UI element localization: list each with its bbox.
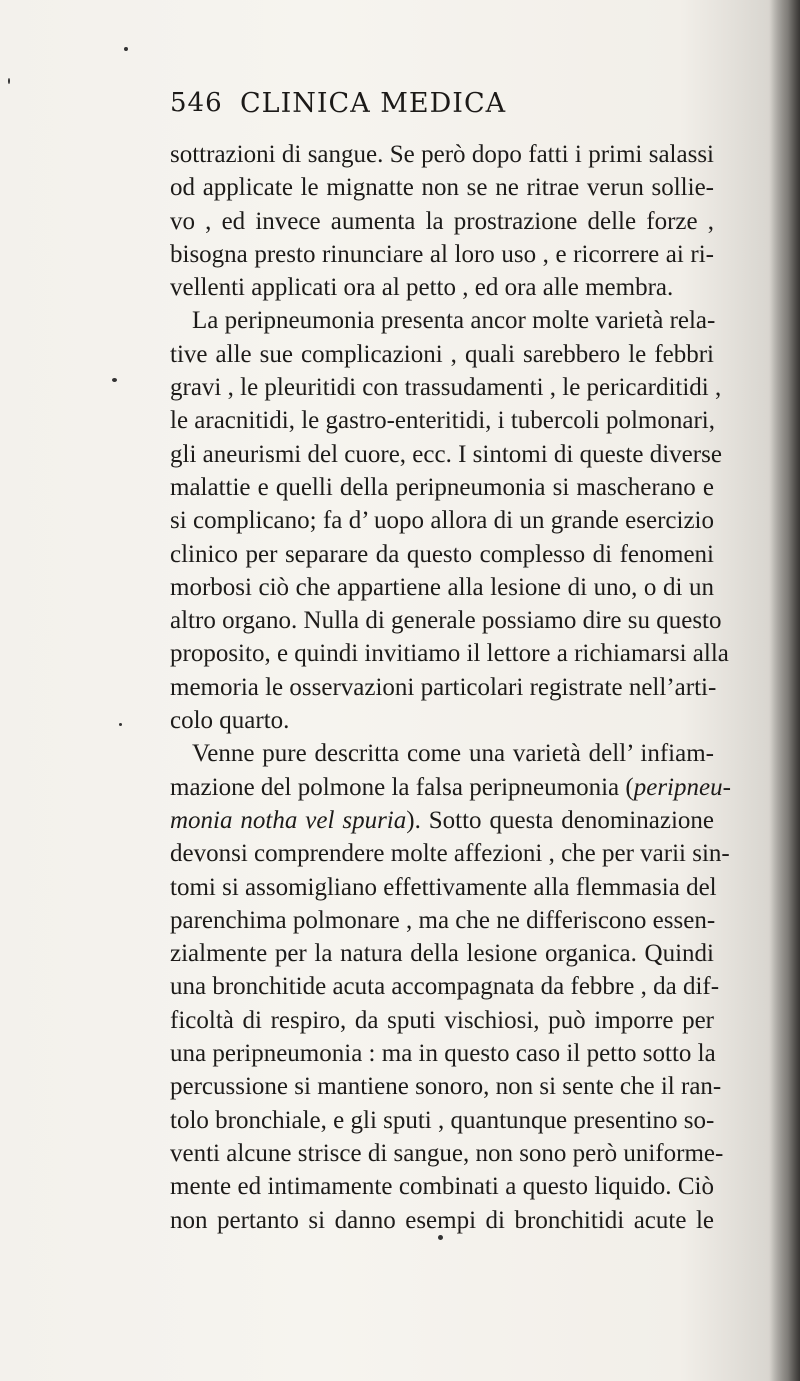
text-segment: ). Sotto questa denominazione	[406, 806, 714, 834]
paragraph-start-line: La peripneumonia presenta ancor molte varietà rela-	[192, 307, 716, 335]
text-line: tolo bronchiale, e gli sputi , quantunque presentino so-	[170, 1106, 715, 1134]
italic-term: peripneu-	[633, 773, 731, 801]
running-title: CLINICA MEDICA	[240, 88, 507, 119]
text-line: tive alle sue complicazioni , quali sarebbero le febbri	[170, 340, 714, 368]
text-line: mente ed intimamente combinati a questo liquido. Ciò	[170, 1173, 714, 1201]
text-line: una peripneumonia : ma in questo caso il petto sotto la	[170, 1040, 716, 1068]
ink-speck	[438, 1235, 443, 1240]
italic-term: monia notha vel spuria	[170, 806, 407, 834]
text-line: altro organo. Nulla di generale possiamo dire su questo	[170, 607, 722, 635]
text-line: non pertanto si danno esempi di bronchitidi acute le	[170, 1206, 714, 1234]
text-line: si complicano; fa d’ uopo allora di un grande esercizio	[170, 507, 714, 535]
text-line: venti alcune strisce di sangue, non sono però uniforme-	[170, 1139, 724, 1167]
text-line: percussione si mantiene sonoro, non si sente che il ran-	[170, 1073, 722, 1101]
text-line: gli aneurismi del cuore, ecc. I sintomi di queste diverse	[170, 440, 722, 468]
text-line: memoria le osservazioni particolari registrate nell’arti-	[170, 673, 717, 701]
text-line: gravi , le pleuritidi con trassudamenti , le pericarditidi ,	[170, 374, 722, 402]
text-line: parenchima polmonare , ma che ne differiscono essen-	[170, 906, 716, 934]
ink-speck	[124, 47, 128, 51]
text-line: zialmente per la natura della lesione organica. Quindi	[170, 940, 714, 968]
text-line: ficoltà di respiro, da sputi vischiosi, può imporre per	[170, 1006, 714, 1034]
text-line: tomi si assomigliano effettivamente alla flemmasia del	[170, 873, 717, 901]
body-text	[170, 138, 731, 1237]
running-header	[170, 88, 690, 132]
text-line: le aracnitidi, le gastro-enteritidi, i tubercoli polmonari,	[170, 407, 715, 435]
ink-speck	[112, 378, 117, 382]
text-line: clinico per separare da questo complesso di fenomeni	[170, 540, 714, 568]
text-line: morbosi ciò che appartiene alla lesione di uno, o di un	[170, 573, 714, 601]
page-number: 546	[170, 88, 223, 118]
ink-speck	[119, 723, 122, 726]
text-line: una bronchitide acuta accompagnata da febbre , da dif-	[170, 973, 720, 1001]
ink-speck	[8, 78, 10, 84]
text-line: od applicate le mignatte non se ne ritrae verun sollie-	[170, 174, 714, 202]
text-line: malattie e quelli della peripneumonia si mascherano e	[170, 473, 714, 501]
text-line: colo quarto.	[170, 707, 290, 735]
paragraph-start-line: Venne pure descritta come una varietà dell’ infiam-	[192, 740, 714, 768]
text-line: devonsi comprendere molte affezioni , che per varii sin-	[170, 840, 730, 868]
text-line: sottrazioni di sangue. Se però dopo fatti i primi salassi	[170, 141, 714, 168]
text-line: bisogna presto rinunciare al loro uso , e ricorrere ai ri-	[170, 240, 714, 268]
text-line: vo , ed invece aumenta la prostrazione delle forze ,	[170, 207, 714, 235]
text-line-mixed	[170, 804, 714, 837]
text-line: vellenti applicati ora al petto , ed ora alle membra.	[170, 274, 674, 302]
text-line: proposito, e quindi invitiamo il lettore a richiamarsi alla	[170, 640, 729, 668]
text-segment: mazione del polmone la falsa peripneumonia (	[170, 773, 634, 801]
text-line-mixed	[170, 771, 731, 804]
page-edge-shadow	[770, 0, 800, 1381]
